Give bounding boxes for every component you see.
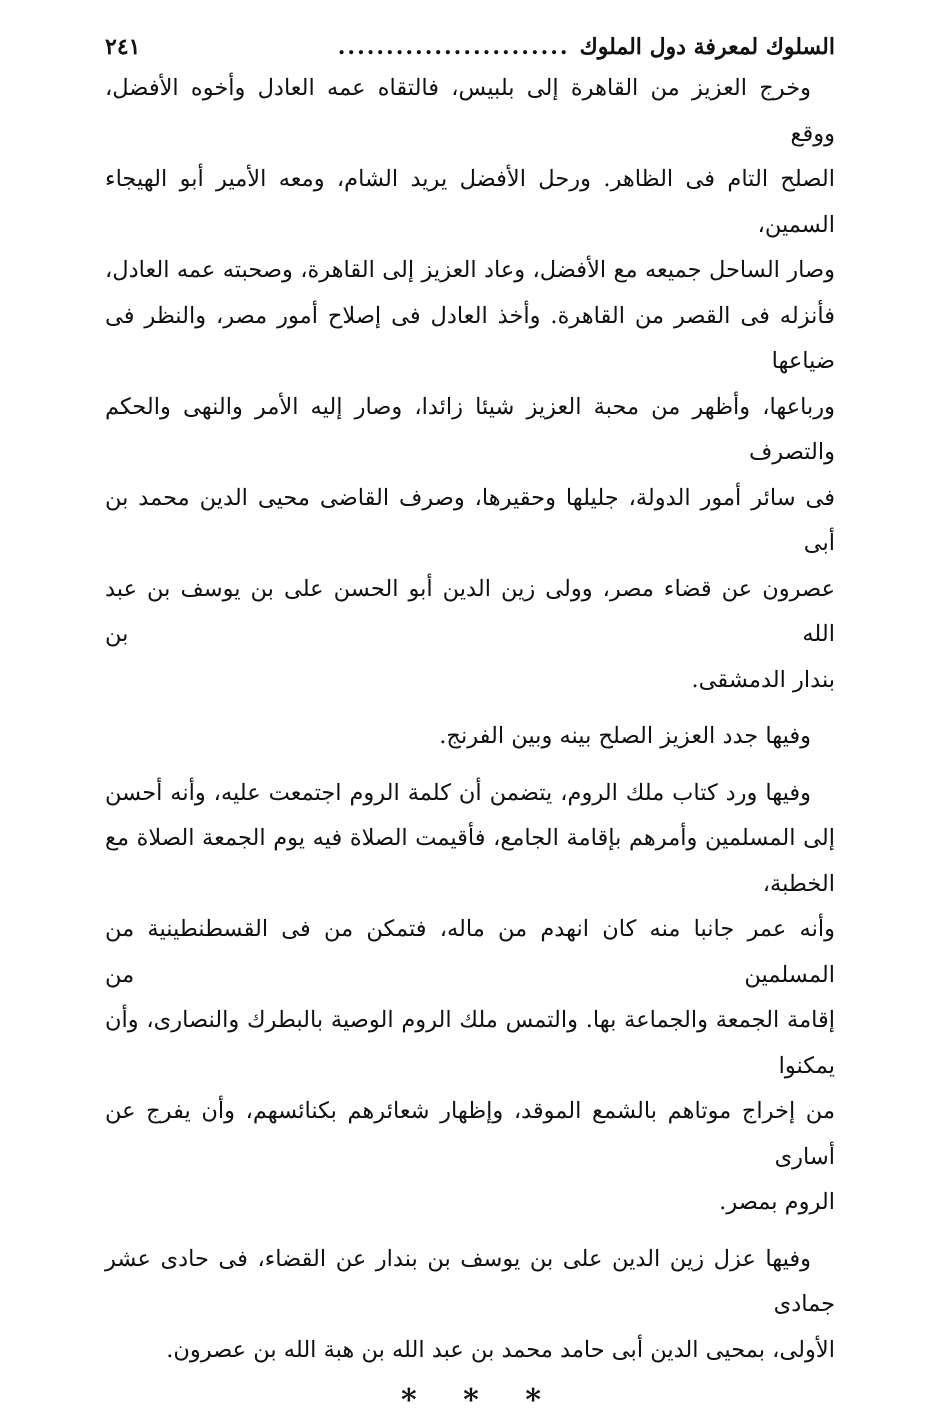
- text-line: عصرون عن قضاء مصر، وولى زين الدين أبو الحسن على بن يوسف بن عبد الله بن: [105, 575, 835, 647]
- page: [105, 30, 835, 1421]
- text-line: فى سائر أمور الدولة، جليلها وحقيرها، وصرف القاضى محيى الدين محمد بن أبى: [105, 484, 835, 556]
- text-line: إقامة الجمعة والجماعة بها. والتمس ملك الروم الوصية بالبطرك والنصارى، وأن يمكنوا: [105, 1007, 835, 1079]
- text-line: وفيها ورد كتاب ملك الروم، يتضمن أن كلمة الروم اجتمعت عليه، وأنه أحسن: [105, 779, 811, 806]
- text-line: وأنه عمر جانبا منه كان انهدم من ماله، فتمكن من فى القسطنطينية من المسلمين من: [105, 916, 835, 988]
- text-line: من إخراج موتاهم بالشمع الموقد، وإظهار شعائرهم بكنائسهم، وأن يفرج عن أسارى: [105, 1098, 835, 1170]
- text-line: بندار الدمشقى.: [691, 666, 835, 693]
- text-line: ورباعها، وأظهر من محبة العزيز شيئا زائدا، وصار إليه الأمر والنهى والحكم والتصرف: [105, 393, 835, 465]
- text-line: الأولى، بمحيى الدين أبى حامد محمد بن عبد الله بن هبة الله بن عصرون.: [166, 1336, 835, 1363]
- paragraph-1: [105, 66, 835, 703]
- text-line: إلى المسلمين وأمرهم بإقامة الجامع، فأقيمت الصلاة فيه يوم الجمعة الصلاة مع الخطبة،: [105, 825, 835, 897]
- text-line: وخرج العزيز من القاهرة إلى بلبيس، فالتقاه عمه العادل وأخوه الأفضل، ووقع: [105, 75, 835, 147]
- text-line: وصار الساحل جميعه مع الأفضل، وعاد العزيز إلى القاهرة، وصحبته عمه العادل،: [105, 257, 835, 283]
- leader-dots: ........................: [337, 34, 570, 60]
- text-line: فأنزله فى القصر من القاهرة. وأخذ العادل فى إصلاح أمور مصر، والنظر فى ضياعها: [105, 302, 835, 374]
- page-number: ٢٤١: [105, 34, 141, 60]
- paragraph-2: [105, 714, 835, 760]
- section-ornament: * * *: [401, 1383, 559, 1418]
- text-line: الروم بمصر.: [719, 1189, 835, 1215]
- paragraph-3: [105, 771, 835, 1226]
- text-line: وفيها جدد العزيز الصلح بينه وبين الفرنج.: [439, 723, 811, 749]
- paragraph-4: [105, 1237, 835, 1374]
- text-line: الصلح التام فى الظاهر. ورحل الأفضل يريد الشام، ومعه الأمير أبو الهيجاء السمين،: [105, 166, 836, 238]
- book-title: السلوك لمعرفة دول الملوك: [579, 34, 835, 60]
- text-line: وفيها عزل زين الدين على بن يوسف بن بندار عن القضاء، فى حادى عشر جمادى: [105, 1245, 835, 1317]
- running-head: [105, 30, 835, 64]
